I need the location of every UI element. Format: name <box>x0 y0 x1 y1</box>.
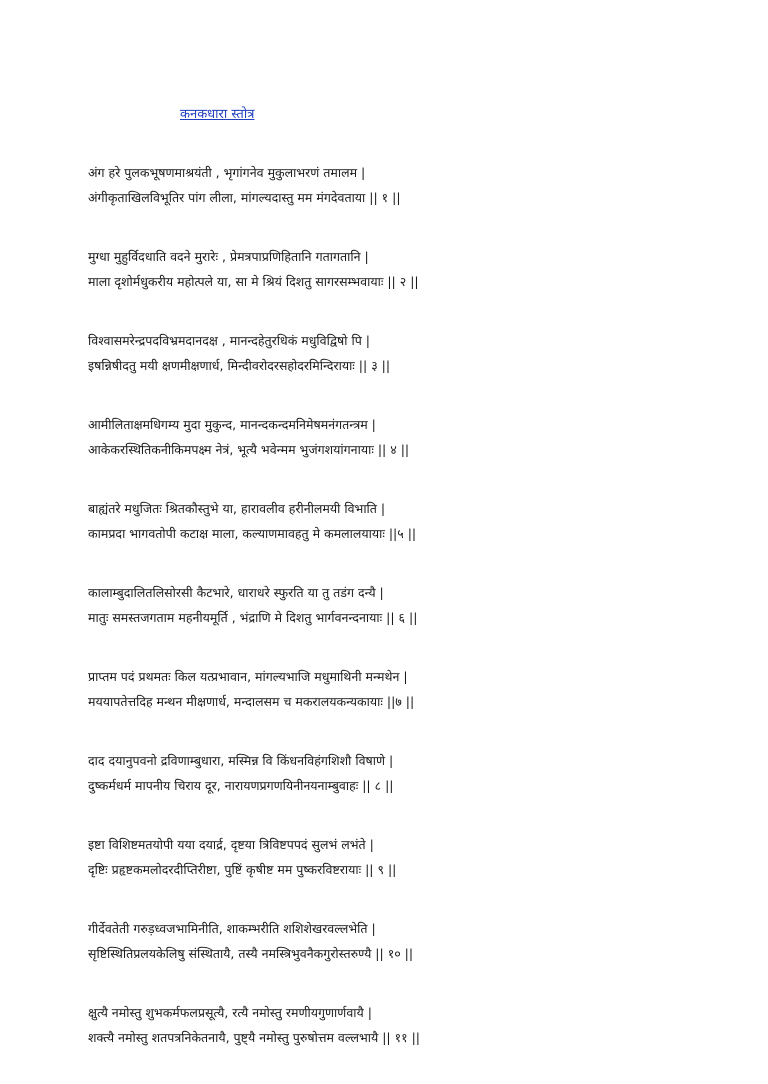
verse-line: गीर्देवतेती गरुड़ध्वजभामिनीति, शाकम्भरीति शशिशेखरवल्लभेति | <box>88 921 376 936</box>
verse-line: दृष्टिः प्रहृष्टकमलोदरदीप्तिरीष्टा, पुष्टिं कृषीष्ट मम पुष्करविष्टरायाः || ९ || <box>88 862 397 877</box>
verse-line: क्षुत्यै नमोस्तु शुभकर्मफलप्रसूत्यै, रत्यै नमोस्तु रमणीयगुणार्णवायै | <box>88 1005 372 1020</box>
verse-line: कालाम्बुदालितलिसोरसी कैटभारे, धाराधरे स्फुरति या तु तडंग दन्यै | <box>88 585 384 600</box>
verse-10 <box>88 916 748 966</box>
verse-1 <box>88 160 748 210</box>
verse-line: विश्वासमरेन्द्रपदविभ्रमदानदक्ष , मानन्दहेतुरधिकं मधुविद्विषो पि | <box>88 333 371 348</box>
verse-line: अंग हरे पुलकभूषणमाश्रयंती , भृगांगनेव मुकुलाभरणं तमालम | <box>88 165 366 180</box>
document-title[interactable]: कनकधारा स्तोत्र <box>180 107 255 122</box>
verse-line: इषन्निषीदतु मयी क्षणमीक्षणार्ध, मिन्दीवरोदरसहोदरमिन्दिरायाः || ३ || <box>88 358 391 373</box>
verse-5 <box>88 496 748 546</box>
verse-2 <box>88 244 748 294</box>
verse-line: मययापतेत्तदिह मन्थन मीक्षणार्ध, मन्दालसम च मकरालयकन्यकायाः ||७ || <box>88 694 415 709</box>
verse-line: मुग्धा मुहुर्विदधाति वदने मुरारेः , प्रेमत्रपाप्रणिहितानि गतागतानि | <box>88 249 369 264</box>
verse-line: दुष्कर्मधर्म मापनीय चिराय दूर, नारायणप्रगणयिनीनयनाम्बुवाहः || ८ || <box>88 778 394 793</box>
verse-line: प्राप्तम पदं प्रथमतः किल यत्प्रभावान, मांगल्यभाजि मधुमाथिनी मन्मथेन | <box>88 669 408 684</box>
verse-3 <box>88 328 748 378</box>
verse-line: आकेकरस्थितिकनीकिमपक्ष्म नेत्रं, भूत्यै भवेन्मम भुजंगशयांगनायाः || ४ || <box>88 442 410 457</box>
verse-4 <box>88 412 748 462</box>
verse-line: बाह्यंतरे मधुजितः श्रितकौस्तुभे या, हारावलीव हरीनीलमयी विभाति | <box>88 501 386 516</box>
verse-line: मातुः समस्तजगताम महनीयमूर्ति , भंद्राणि मे दिशतु भार्गवनन्दनायाः || ६ || <box>88 610 418 625</box>
verse-line: शक्त्यै नमोस्तु शतपत्रनिकेतनायै, पुष्ट्यै नमोस्तु पुरुषोत्तम वल्लभायै || ११ || <box>88 1030 421 1045</box>
verse-line: आमीलिताक्षमधिगम्य मुदा मुकुन्द, मानन्दकन्दमनिमेषमनंगतन्त्रम | <box>88 417 376 432</box>
verse-line: अंगीकृताखिलविभूतिर पांग लीला, मांगल्यदास्तु मम मंगदेवताया || १ || <box>88 190 401 205</box>
verse-line: सृष्टिस्थितिप्रलयकेलिषु संस्थितायै, तस्यै नमस्त्रिभुवनैकगुरोस्तरुण्यै || १० || <box>88 946 414 961</box>
verse-line: इष्टा विशिष्टमतयोपी यया दयार्द्र, दृष्टया त्रिविष्टपपदं सुलभं लभंते | <box>88 837 374 852</box>
verse-line: दाद दयानुपवनो द्रविणाम्बुधारा, मस्मिन्न वि किंधनविहंगशिशौ विषाणे | <box>88 753 394 768</box>
verse-line: माला दृशोर्मधुकरीय महोत्पले या, सा मे श्रियं दिशतु सागरसम्भवायाः || २ || <box>88 274 419 289</box>
verse-8 <box>88 748 748 798</box>
verse-6 <box>88 580 748 630</box>
verse-9 <box>88 832 748 882</box>
verse-line: कामप्रदा भागवतोपी कटाक्ष माला, कल्याणमावहतु मे कमलालयायाः ||५ || <box>88 526 417 541</box>
verse-list <box>88 160 748 1084</box>
verse-7 <box>88 664 748 714</box>
verse-11 <box>88 1000 748 1050</box>
